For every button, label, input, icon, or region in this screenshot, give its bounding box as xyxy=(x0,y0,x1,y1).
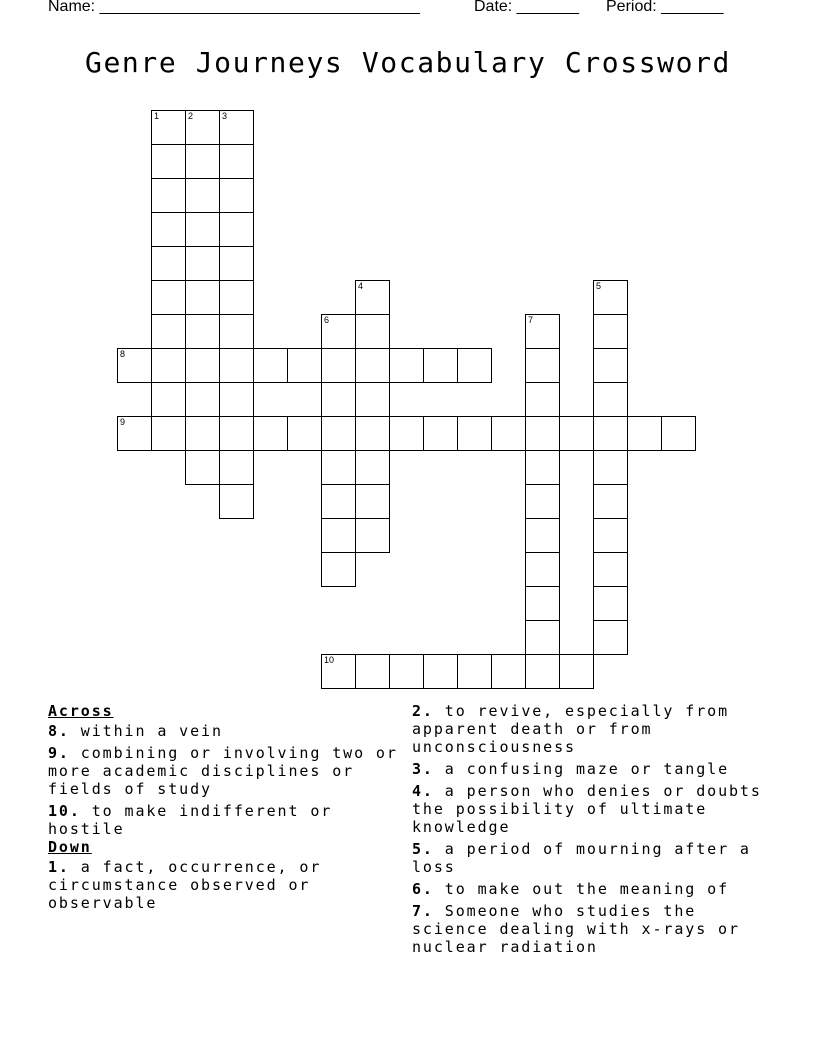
clue-down-2: 2. to revive, especially from apparent death or from unconsciousness xyxy=(412,702,730,756)
grid-cell[interactable] xyxy=(355,280,390,315)
grid-cell[interactable] xyxy=(321,314,356,349)
grid-cell[interactable] xyxy=(185,246,220,281)
period-field[interactable]: Period: _______ xyxy=(606,0,724,15)
grid-cell[interactable] xyxy=(151,382,186,417)
grid-cell[interactable] xyxy=(355,348,390,383)
grid-cell[interactable] xyxy=(355,416,390,451)
grid-cell[interactable] xyxy=(151,280,186,315)
grid-cell[interactable] xyxy=(423,416,458,451)
grid-cell[interactable] xyxy=(185,416,220,451)
grid-cell[interactable] xyxy=(593,280,628,315)
down-heading: Down xyxy=(48,838,92,856)
grid-cell[interactable] xyxy=(321,484,356,519)
grid-cell[interactable] xyxy=(423,654,458,689)
clue-down-3: 3. a confusing maze or tangle xyxy=(412,760,730,778)
grid-cell[interactable] xyxy=(287,416,322,451)
grid-cell[interactable] xyxy=(117,348,152,383)
grid-cell[interactable] xyxy=(525,450,560,485)
clue-number: 9 xyxy=(120,417,126,427)
grid-cell[interactable] xyxy=(185,348,220,383)
grid-cell[interactable] xyxy=(185,110,220,145)
grid-cell[interactable] xyxy=(151,246,186,281)
grid-cell[interactable] xyxy=(219,484,254,519)
clue-number: 4 xyxy=(358,281,364,291)
grid-cell[interactable] xyxy=(219,416,254,451)
grid-cell[interactable] xyxy=(525,314,560,349)
grid-cell[interactable] xyxy=(151,144,186,179)
grid-cell[interactable] xyxy=(593,620,628,655)
grid-cell[interactable] xyxy=(593,586,628,621)
grid-cell[interactable] xyxy=(355,484,390,519)
clue-down-5: 5. a period of mourning after a loss xyxy=(412,840,751,876)
grid-cell[interactable] xyxy=(185,178,220,213)
grid-cell[interactable] xyxy=(593,416,628,451)
clues-right-column xyxy=(412,702,762,960)
grid-cell[interactable] xyxy=(627,416,662,451)
clue-number: 7 xyxy=(528,315,534,325)
clue-number: 6 xyxy=(324,315,330,325)
clue-across-8: 8. within a vein xyxy=(48,722,223,740)
clue-number: 2 xyxy=(188,111,194,121)
grid-cell[interactable] xyxy=(151,348,186,383)
grid-cell[interactable] xyxy=(355,518,390,553)
clue-number: 3 xyxy=(222,111,228,121)
grid-cell[interactable] xyxy=(185,314,220,349)
grid-cell[interactable] xyxy=(321,450,356,485)
clue-down-4: 4. a person who denies or doubts the possibility of ultimate knowledge xyxy=(412,782,762,836)
grid-cell[interactable] xyxy=(219,178,254,213)
clue-number: 10 xyxy=(324,655,335,665)
grid-cell[interactable] xyxy=(525,654,560,689)
grid-cell[interactable] xyxy=(219,314,254,349)
grid-cell[interactable] xyxy=(321,518,356,553)
grid-cell[interactable] xyxy=(559,416,594,451)
grid-cell[interactable] xyxy=(287,348,322,383)
grid-cell[interactable] xyxy=(321,382,356,417)
grid-cell[interactable] xyxy=(491,654,526,689)
grid-cell[interactable] xyxy=(457,348,492,383)
grid-cell[interactable] xyxy=(355,314,390,349)
grid-cell[interactable] xyxy=(185,144,220,179)
grid-cell[interactable] xyxy=(321,348,356,383)
page-title: Genre Journeys Vocabulary Crossword xyxy=(84,46,731,79)
grid-cell[interactable] xyxy=(491,416,526,451)
grid-cell[interactable] xyxy=(185,450,220,485)
clue-down-6: 6. to make out the meaning of xyxy=(412,880,730,898)
grid-cell[interactable] xyxy=(185,382,220,417)
clues-left-column xyxy=(48,702,398,916)
grid-cell[interactable] xyxy=(389,654,424,689)
date-field[interactable]: Date: _______ xyxy=(474,0,579,15)
clue-across-9: 9. combining or involving two or more academic disciplines or fields of study xyxy=(48,744,398,798)
grid-cell[interactable] xyxy=(593,552,628,587)
clue-number: 8 xyxy=(120,349,126,359)
clue-number: 1 xyxy=(154,111,160,121)
grid-cell[interactable] xyxy=(185,280,220,315)
grid-cell[interactable] xyxy=(525,484,560,519)
grid-cell[interactable] xyxy=(389,348,424,383)
grid-cell[interactable] xyxy=(185,212,220,247)
grid-cell[interactable] xyxy=(355,382,390,417)
grid-cell[interactable] xyxy=(219,110,254,145)
grid-cell[interactable] xyxy=(593,382,628,417)
grid-cell[interactable] xyxy=(593,348,628,383)
grid-cell[interactable] xyxy=(151,178,186,213)
grid-cell[interactable] xyxy=(219,280,254,315)
grid-cell[interactable] xyxy=(219,382,254,417)
grid-cell[interactable] xyxy=(355,450,390,485)
grid-cell[interactable] xyxy=(525,416,560,451)
grid-cell[interactable] xyxy=(525,552,560,587)
grid-cell[interactable] xyxy=(151,416,186,451)
grid-cell[interactable] xyxy=(321,552,356,587)
grid-cell[interactable] xyxy=(457,654,492,689)
clue-number: 5 xyxy=(596,281,602,291)
grid-cell[interactable] xyxy=(151,212,186,247)
grid-cell[interactable] xyxy=(593,450,628,485)
name-field[interactable]: Name: ____________________________________ xyxy=(48,0,420,15)
grid-cell[interactable] xyxy=(525,382,560,417)
grid-cell[interactable] xyxy=(321,654,356,689)
grid-cell[interactable] xyxy=(253,348,288,383)
grid-cell[interactable] xyxy=(219,348,254,383)
grid-cell[interactable] xyxy=(219,450,254,485)
grid-cell[interactable] xyxy=(593,518,628,553)
grid-cell[interactable] xyxy=(593,314,628,349)
grid-cell[interactable] xyxy=(219,212,254,247)
grid-cell[interactable] xyxy=(219,144,254,179)
grid-cell[interactable] xyxy=(423,348,458,383)
grid-cell[interactable] xyxy=(457,416,492,451)
grid-cell[interactable] xyxy=(355,654,390,689)
grid-cell[interactable] xyxy=(389,416,424,451)
grid-cell[interactable] xyxy=(253,416,288,451)
clue-across-10: 10. to make indifferent or hostile xyxy=(48,802,333,838)
grid-cell[interactable] xyxy=(219,246,254,281)
clue-down-7: 7. Someone who studies the science dealing with x-rays or nuclear radiation xyxy=(412,902,740,956)
across-heading: Across xyxy=(48,702,114,720)
grid-cell[interactable] xyxy=(559,654,594,689)
clue-down-1: 1. a fact, occurrence, or circumstance observed or observable xyxy=(48,858,322,912)
grid-cell[interactable] xyxy=(117,416,152,451)
grid-cell[interactable] xyxy=(525,620,560,655)
grid-cell[interactable] xyxy=(593,484,628,519)
grid-cell[interactable] xyxy=(661,416,696,451)
grid-cell[interactable] xyxy=(525,586,560,621)
grid-cell[interactable] xyxy=(321,416,356,451)
grid-cell[interactable] xyxy=(151,110,186,145)
grid-cell[interactable] xyxy=(151,314,186,349)
grid-cell[interactable] xyxy=(525,518,560,553)
grid-cell[interactable] xyxy=(525,348,560,383)
